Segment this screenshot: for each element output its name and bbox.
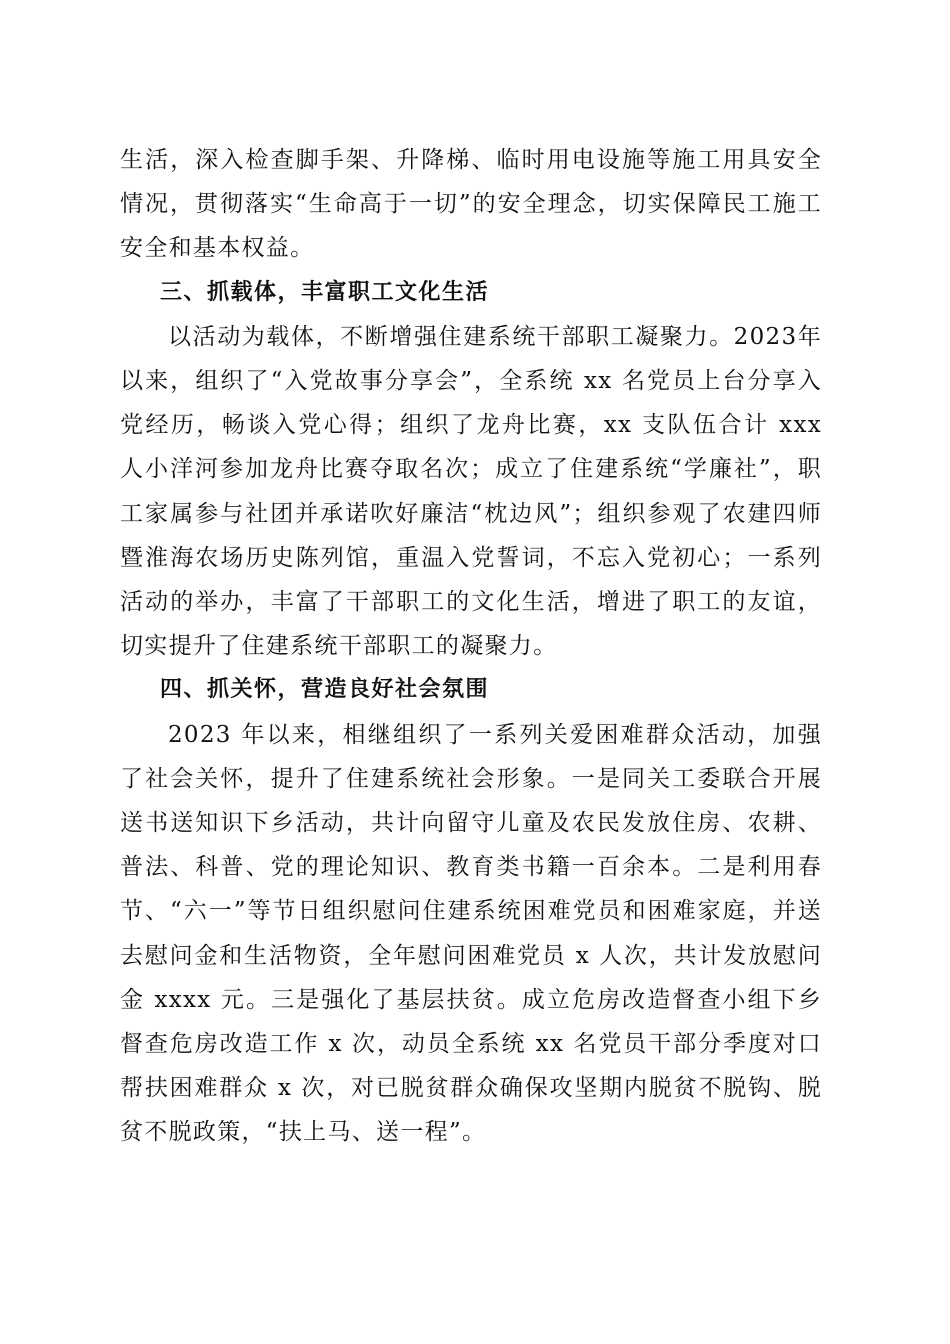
document-body [120, 138, 822, 1155]
paragraph-cultural-activities: 以活动为载体，不断增强住建系统干部职工凝聚力。2023年以来，组织了“入党故事分享会”，全系统 xx 名党员上台分享入党经历，畅谈入党心得；组织了龙舟比赛，xx 支队伍合计 xxx 人小洋河参加龙舟比赛夺取名次；成立了住建系统“学廉社”，职工家属参与社团并承诺吹好廉洁“枕边风”；组织参观了农建四师暨淮海农场历史陈列馆，重温入党誓词，不忘入党初心；一系列活动的举办，丰富了干部职工的文化生活，增进了职工的友谊，切实提升了住建系统干部职工的凝聚力。 [120, 323, 822, 660]
section-heading-3: 三、抓载体，丰富职工文化生活 [160, 279, 490, 305]
paragraph-social-care: 2023 年以来，相继组织了一系列关爱困难群众活动，加强了社会关怀，提升了住建系统社会形象。一是同关工委联合开展送书送知识下乡活动，共计向留守儿童及农民发放住房、农耕、普法、科普、党的理论知识、教育类书籍一百余本。二是利用春节、“六一”等节日组织慰问住建系统困难党员和困难家庭，并送去慰问金和生活物资，全年慰问困难党员 x 人次，共计发放慰问金 xxxx 元。三是强化了基层扶贫。成立危房改造督查小组下乡督查危房改造工作 x 次，动员全系统 xx 名党员干部分季度对口帮扶困难群众 x 次，对已脱贫群众确保攻坚期内脱贫不脱钩、脱贫不脱政策，“扶上马、送一程”。 [120, 721, 822, 1146]
paragraph-safety-inspection: 生活，深入检查脚手架、升降梯、临时用电设施等施工用具安全情况，贯彻落实“生命高于一切”的安全理念，切实保障民工施工安全和基本权益。 [120, 147, 822, 262]
section-heading-4: 四、抓关怀，营造良好社会氛围 [160, 677, 490, 703]
